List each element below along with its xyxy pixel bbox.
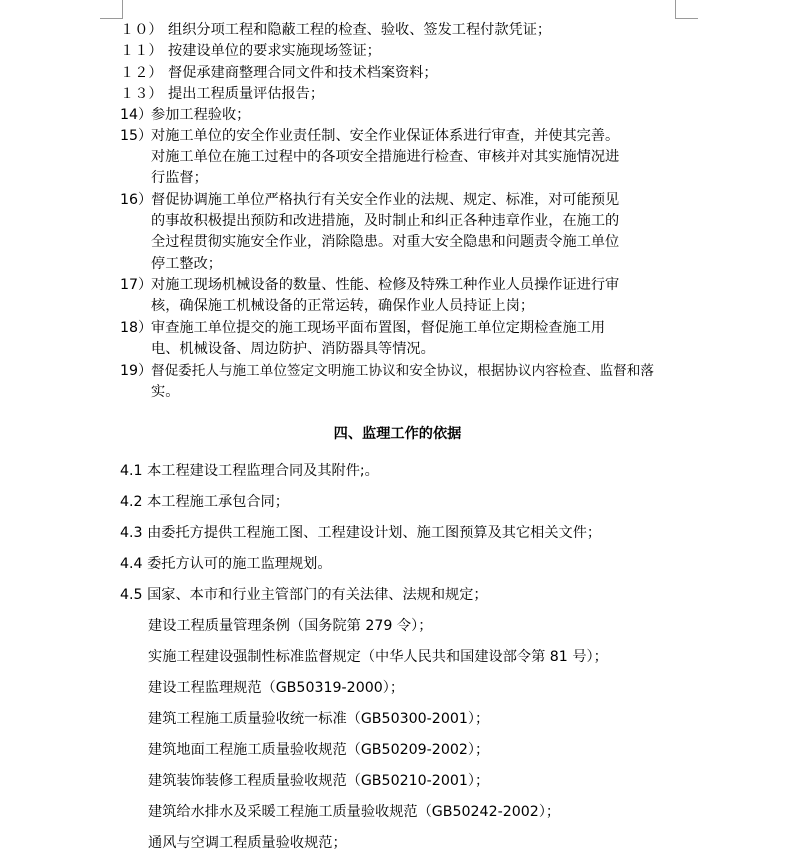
- item-text-line: 停工整改；: [151, 256, 222, 272]
- item-text-line: 对施工现场机械设备的数量、性能、检修及特殊工种作业人员操作证进行审: [151, 277, 620, 293]
- item-text-line: 的事故积极提出预防和改进措施，及时制止和纠正各种违章作业，在施工的: [151, 213, 620, 229]
- item-number: １１）: [120, 43, 163, 59]
- item-number: １２）: [120, 65, 163, 81]
- item-number: １０）: [120, 22, 163, 38]
- item-number: 19）: [120, 363, 153, 379]
- item-text-line: 电、机械设备、周边防护、消防器具等情况。: [151, 341, 435, 357]
- regulation-item: 建设工程监理规范（GB50319-2000）；: [148, 680, 405, 696]
- item-number: 17）: [120, 277, 153, 293]
- item-text-line: 实。: [151, 384, 180, 400]
- basis-item: 4.5 国家、本市和行业主管部门的有关法律、法规和规定；: [120, 587, 488, 603]
- regulation-item: 通风与空调工程质量验收规范；: [148, 835, 347, 851]
- item-text-line: 全过程贯彻实施安全作业，消除隐患。对重大安全隐患和问题责令施工单位: [151, 234, 620, 250]
- regulation-item: 建筑工程施工质量验收统一标准（GB50300-2001）；: [148, 711, 490, 727]
- regulation-item: 建筑地面工程施工质量验收规范（GB50209-2002）；: [148, 742, 490, 758]
- regulation-item: 建设工程质量管理条例（国务院第 279 令）；: [148, 618, 433, 634]
- item-text-line: 督促委托人与施工单位签定文明施工协议和安全协议，根据协议内容检查、监督和落: [151, 363, 654, 379]
- item-text: 提出工程质量评估报告；: [168, 86, 325, 102]
- item-text-line: 督促协调施工单位严格执行有关安全作业的法规、规定、标准，对可能预见: [151, 192, 620, 208]
- item-text: 督促承建商整理合同文件和技术档案资料；: [168, 65, 438, 81]
- item-text-line: 审查施工单位提交的施工现场平面布置图，督促施工单位定期检查施工用: [151, 320, 606, 336]
- item-number: 15）: [120, 128, 153, 144]
- item-number: 14）: [120, 107, 153, 123]
- section-heading: 四、监理工作的依据: [333, 426, 462, 442]
- basis-item: 4.3 由委托方提供工程施工图、工程建设计划、施工图预算及其它相关文件；: [120, 525, 602, 541]
- item-text-line: 核，确保施工机械设备的正常运转，确保作业人员持证上岗；: [151, 298, 535, 314]
- basis-item: 4.4 委托方认可的施工监理规划。: [120, 556, 332, 572]
- item-text-line: 对施工单位在施工过程中的各项安全措施进行检查、审核并对其实施情况进: [151, 149, 620, 165]
- item-number: 16）: [120, 192, 153, 208]
- item-text: 参加工程验收；: [151, 107, 251, 123]
- item-text-line: 行监督；: [151, 170, 208, 186]
- item-text-line: 对施工单位的安全作业责任制、安全作业保证体系进行审查，并使其完善。: [151, 128, 620, 144]
- item-text: 组织分项工程和隐蔽工程的检查、验收、签发工程付款凭证；: [168, 22, 552, 38]
- basis-item: 4.2 本工程施工承包合同；: [120, 494, 289, 510]
- item-number: １３）: [120, 86, 163, 102]
- item-number: 18）: [120, 320, 153, 336]
- item-text: 按建设单位的要求实施现场签证；: [168, 43, 381, 59]
- regulation-item: 实施工程建设强制性标准监督规定（中华人民共和国建设部令第 81 号）；: [148, 649, 608, 665]
- regulation-item: 建筑装饰装修工程质量验收规范（GB50210-2001）；: [148, 773, 490, 789]
- basis-item: 4.1 本工程建设工程监理合同及其附件;。: [120, 463, 379, 479]
- regulation-item: 建筑给水排水及采暖工程施工质量验收规范（GB50242-2002）；: [148, 804, 561, 820]
